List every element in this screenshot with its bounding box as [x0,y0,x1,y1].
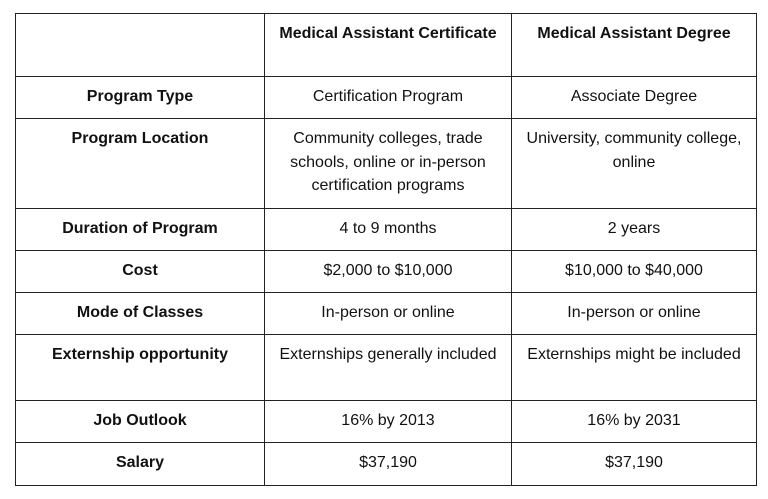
certificate-cell: $2,000 to $10,000 [265,251,512,293]
certificate-cell: Certification Program [265,77,512,119]
table-row [16,119,757,209]
table-header-row [16,14,757,77]
certificate-cell: Community colleges, trade schools, online or in-person certification programs [265,119,512,209]
certificate-cell: Externships generally included [265,335,512,401]
row-label: Duration of Program [16,209,265,251]
certificate-cell: In-person or online [265,293,512,335]
degree-cell: University, community college, online [512,119,757,209]
table-row [16,443,757,486]
degree-cell: $37,190 [512,443,757,486]
certificate-cell: 16% by 2013 [265,401,512,443]
row-label: Job Outlook [16,401,265,443]
row-label: Externship opportunity [16,335,265,401]
table-row [16,293,757,335]
row-label: Program Location [16,119,265,209]
certificate-cell: 4 to 9 months [265,209,512,251]
degree-cell: Associate Degree [512,77,757,119]
comparison-table [15,13,757,486]
table-row [16,335,757,401]
table-row [16,251,757,293]
degree-cell: 2 years [512,209,757,251]
header-degree: Medical Assistant Degree [512,14,757,77]
row-label: Mode of Classes [16,293,265,335]
table-row [16,77,757,119]
certificate-cell: $37,190 [265,443,512,486]
row-label: Salary [16,443,265,486]
table-row [16,401,757,443]
degree-cell: 16% by 2031 [512,401,757,443]
row-label: Cost [16,251,265,293]
degree-cell: Externships might be included [512,335,757,401]
table-row [16,209,757,251]
degree-cell: $10,000 to $40,000 [512,251,757,293]
row-label: Program Type [16,77,265,119]
header-certificate: Medical Assistant Certificate [265,14,512,77]
degree-cell: In-person or online [512,293,757,335]
header-empty-cell [16,14,265,77]
